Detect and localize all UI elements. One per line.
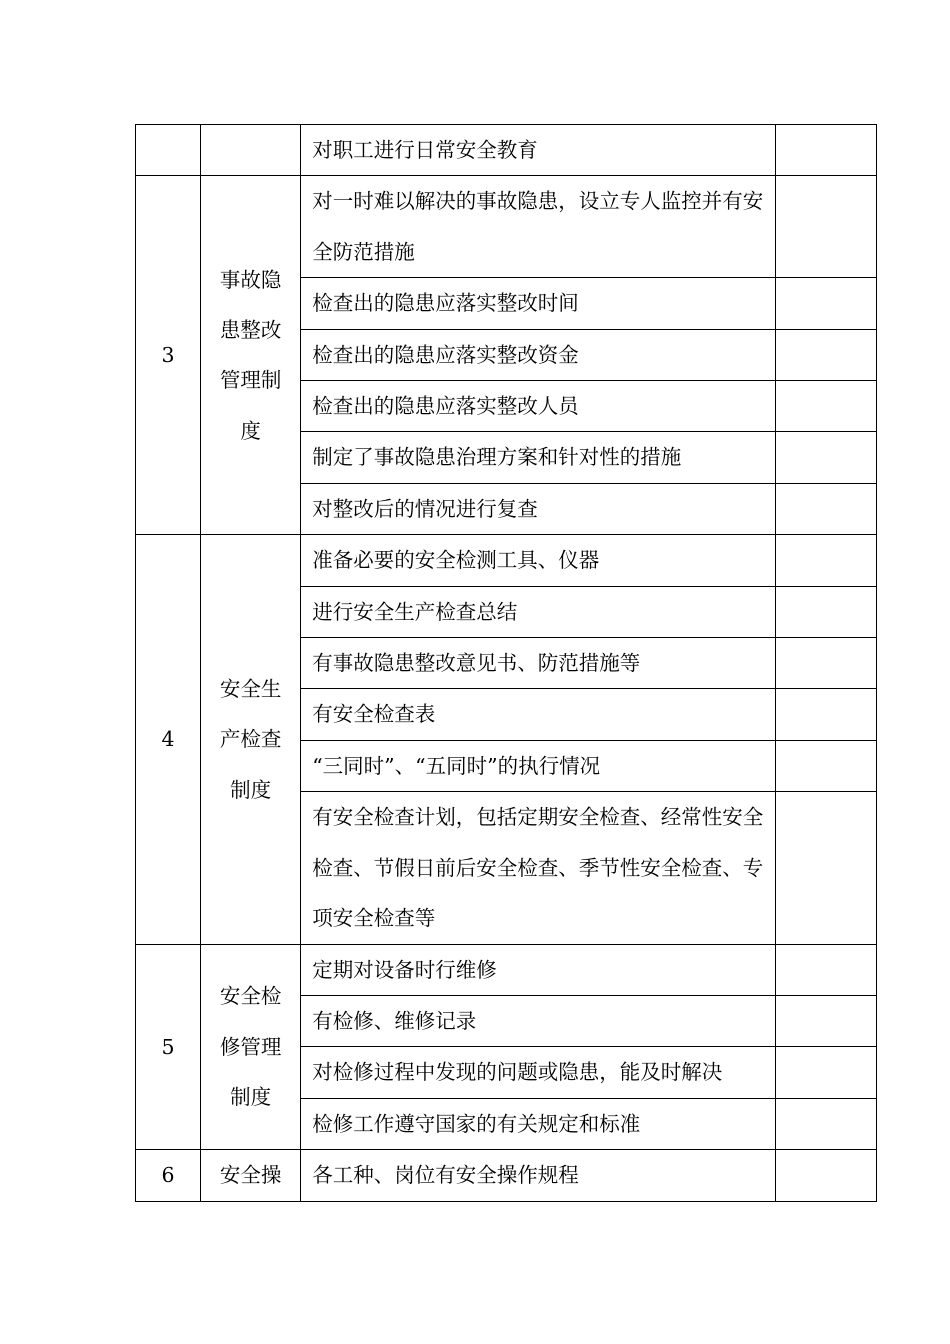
score-cell: [775, 1098, 876, 1149]
score-cell: [775, 740, 876, 791]
section-name: 安全生产检查制度: [219, 676, 282, 802]
check-item: 检查出的隐患应落实整改时间: [312, 291, 579, 316]
score-cell: [775, 381, 876, 432]
check-item: 制定了事故隐患治理方案和针对性的措施: [312, 445, 682, 470]
check-item: 定期对设备时行维修: [312, 957, 497, 982]
section-name-cell: [201, 535, 301, 944]
check-item-cell: [301, 1098, 776, 1149]
check-item: 检查出的隐患应落实整改资金: [312, 342, 579, 367]
check-item: 准备必要的安全检测工具、仪器: [312, 548, 600, 573]
score-cell: [775, 483, 876, 534]
score-cell: [775, 944, 876, 995]
table-row: [136, 535, 877, 586]
check-item-cell: [301, 944, 776, 995]
check-item: “三同时”、“五同时”的执行情况: [312, 753, 601, 778]
check-item: 检修工作遵守国家的有关规定和标准: [312, 1111, 641, 1136]
score-cell: [775, 586, 876, 637]
section-number-cell: 3: [136, 176, 201, 535]
score-cell: [775, 1047, 876, 1098]
check-item: 对检修过程中发现的问题或隐患，能及时解决: [312, 1060, 723, 1085]
check-item: 对职工进行日常安全教育: [312, 138, 538, 162]
check-item: 对整改后的情况进行复查: [312, 496, 538, 521]
check-item-cell: [301, 535, 776, 586]
check-item-cell: [301, 1150, 776, 1201]
score-cell: [775, 1150, 876, 1201]
check-item-cell: [301, 689, 776, 740]
check-item-cell: [301, 638, 776, 689]
check-item: 有事故隐患整改意见书、防范措施等: [312, 651, 641, 676]
table-row: [136, 1150, 877, 1201]
section-name-cell: [201, 1150, 301, 1201]
score-cell: [775, 689, 876, 740]
check-item-cell: [301, 792, 776, 944]
check-item-cell: [301, 329, 776, 380]
score-cell: [775, 125, 876, 176]
table-row: [136, 125, 877, 176]
table-row: [136, 944, 877, 995]
score-cell: [775, 995, 876, 1046]
check-item-cell: [301, 483, 776, 534]
check-item: 有安全检查表: [312, 702, 436, 727]
check-item: 进行安全生产检查总结: [312, 599, 518, 624]
score-cell: [775, 638, 876, 689]
score-cell: [775, 176, 876, 278]
check-item: 有检修、维修记录: [312, 1008, 477, 1033]
score-cell: [775, 329, 876, 380]
check-item-cell: [301, 176, 776, 278]
check-item-cell: [301, 125, 776, 176]
check-item-cell: [301, 1047, 776, 1098]
check-item: 各工种、岗位有安全操作规程: [312, 1163, 579, 1188]
check-item-cell: [301, 432, 776, 483]
section-name-cell: [201, 944, 301, 1150]
safety-check-table: [135, 124, 877, 1202]
check-item-cell: [301, 586, 776, 637]
section-name: 安全操: [219, 1163, 282, 1188]
section-name: 事故隐患整改管理制度: [219, 267, 282, 443]
section-number-cell: 4: [136, 535, 201, 944]
score-cell: [775, 535, 876, 586]
check-item-cell: [301, 740, 776, 791]
section-name: 安全检修管理制度: [219, 984, 282, 1110]
check-item: 检查出的隐患应落实整改人员: [312, 394, 579, 419]
section-name-cell: [201, 125, 301, 176]
score-cell: [775, 278, 876, 329]
check-item-cell: [301, 995, 776, 1046]
section-name-cell: [201, 176, 301, 535]
section-number-cell: 5: [136, 944, 201, 1150]
check-item: 对一时难以解决的事故隐患，设立专人监控并有安全防范措施: [312, 189, 764, 264]
check-item-cell: [301, 381, 776, 432]
section-number-cell: [136, 125, 201, 176]
section-number-cell: 6: [136, 1150, 201, 1201]
score-cell: [775, 432, 876, 483]
check-item-cell: [301, 278, 776, 329]
check-item: 有安全检查计划，包括定期安全检查、经常性安全检查、节假日前后安全检查、季节性安全检查、专项安全检查等: [312, 805, 764, 931]
table-row: [136, 176, 877, 278]
score-cell: [775, 792, 876, 944]
